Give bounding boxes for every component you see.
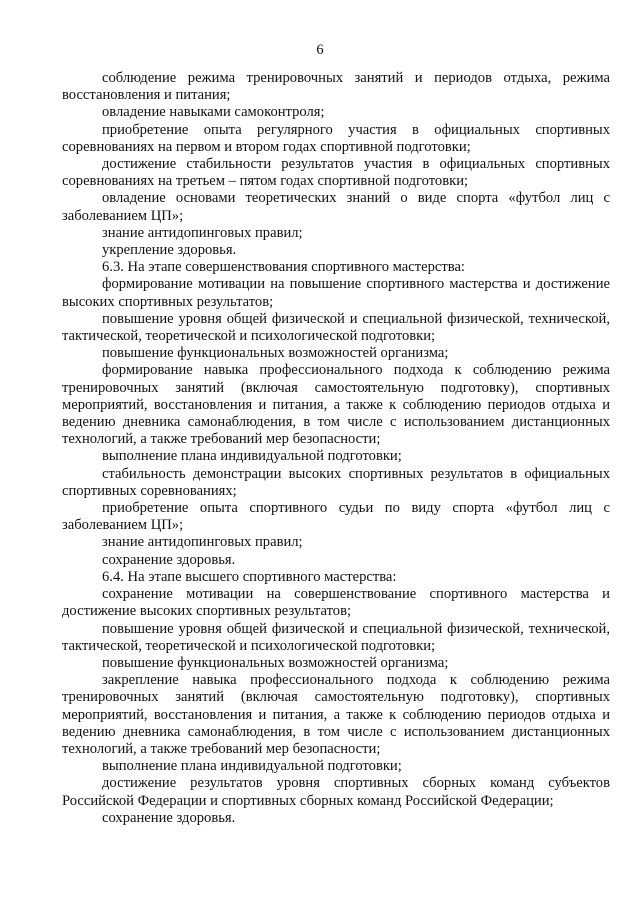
paragraph: выполнение плана индивидуальной подготовки;: [102, 758, 402, 775]
paragraph: овладение основами теоретических знаний о виде спорта «футбол лиц с заболеванием ЦП»;: [62, 190, 610, 224]
document-body: [62, 70, 610, 827]
paragraph: выполнение плана индивидуальной подготовки;: [102, 448, 402, 465]
paragraph: стабильность демонстрации высоких спортивных результатов в официальных спортивных соревнованиях;: [62, 465, 610, 499]
paragraph: достижение результатов уровня спортивных сборных команд субъектов Российской Федерации и спортивных сборных команд Российской Федерации;: [62, 775, 610, 809]
paragraph: формирование навыка профессионального подхода к соблюдению режима тренировочных занятий (включая самостоятельную подготовку), спортивных мероприятий, восстановления и питания, а также к соблюдению периодов отдыха и ведению дневника самонаблюдения, в том числе с использованием дистанционных технологий, а также требований мер безопасности;: [62, 362, 610, 448]
paragraph: сохранение здоровья.: [102, 551, 236, 568]
paragraph: овладение навыками самоконтроля;: [102, 104, 325, 121]
paragraph: формирование мотивации на повышение спортивного мастерства и достижение высоких спортивных результатов;: [62, 276, 610, 310]
paragraph: сохранение здоровья.: [102, 809, 236, 826]
section-heading-6-4: 6.4. На этапе высшего спортивного мастерства:: [102, 568, 397, 585]
paragraph: достижение стабильности результатов участия в официальных спортивных соревнованиях на третьем – пятом годах спортивной подготовки;: [62, 156, 610, 190]
paragraph: знание антидопинговых правил;: [102, 534, 303, 551]
paragraph: сохранение мотивации на совершенствование спортивного мастерства и достижение высоких спортивных результатов;: [62, 586, 610, 620]
paragraph: закрепление навыка профессионального подхода к соблюдению режима тренировочных занятий (включая самостоятельную подготовку), спортивных мероприятий, восстановления и питания, а также к соблюдению периодов отдыха и ведению дневника самонаблюдения, в том числе с использованием дистанционных технологий, а также требований мер безопасности;: [62, 672, 610, 757]
section-heading-6-3: 6.3. На этапе совершенствования спортивного мастерства:: [102, 259, 465, 276]
paragraph: повышение уровня общей физической и специальной физической, технической, тактической, теоретической и психологической подготовки;: [62, 620, 610, 654]
paragraph: приобретение опыта регулярного участия в официальных спортивных соревнованиях на первом и втором годах спортивной подготовки;: [62, 121, 610, 155]
paragraph: укрепление здоровья.: [102, 242, 237, 259]
page-number: 6: [316, 42, 324, 58]
paragraph: повышение функциональных возможностей организма;: [102, 654, 449, 671]
paragraph: повышение уровня общей физической и специальной физической, технической, тактической, теоретической и психологической подготовки;: [62, 310, 610, 345]
paragraph: повышение функциональных возможностей организма;: [102, 345, 449, 362]
paragraph: приобретение опыта спортивного судьи по виду спорта «футбол лиц с заболеванием ЦП»;: [62, 500, 610, 534]
paragraph: соблюдение режима тренировочных занятий и периодов отдыха, режима восстановления и питания;: [62, 70, 610, 104]
paragraph: знание антидопинговых правил;: [102, 224, 303, 241]
